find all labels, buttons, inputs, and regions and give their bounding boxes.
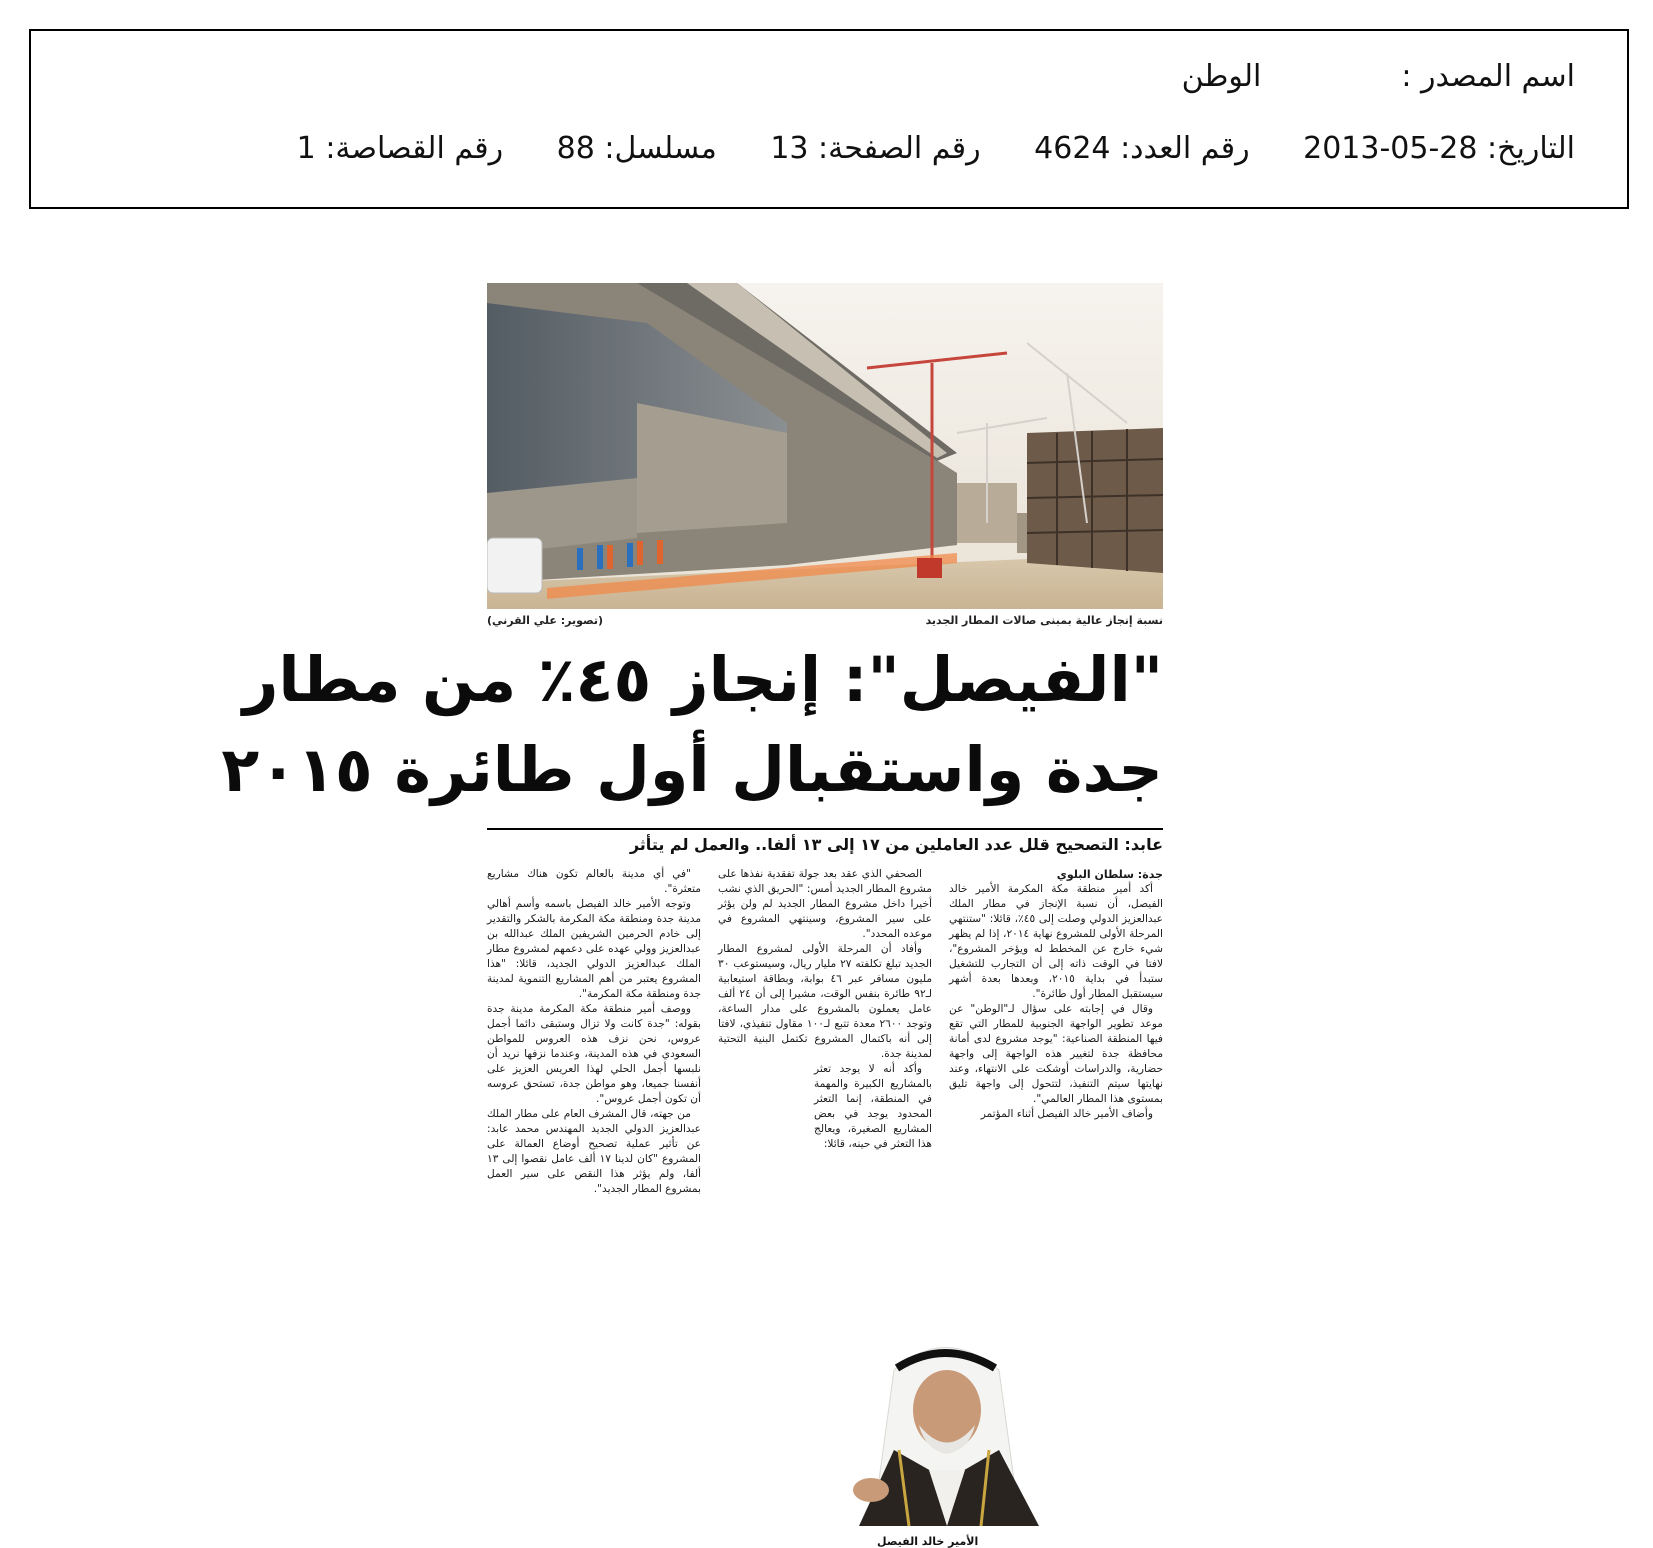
- photo-credit: (تصوير: علي القرني): [487, 614, 604, 627]
- paragraph: ووصف أمير منطقة مكة المكرمة مدينة جدة بقوله: "جدة كانت ولا تزال وستبقى دائما أجمل عروس، نحن نزف هذه العروس للمواطن السعودي في هذه المدينة، وعندما نزفها نريد أن نلبسها أجمل الحلي لهذا العريس العزيز على أنفسنا جميعا، وهو مواطن جدة، تستحق عروسه أن تكون أجمل عروس".: [487, 1003, 701, 1105]
- source-label: اسم المصدر :: [1401, 59, 1575, 94]
- airport-construction-photo: [487, 283, 1163, 609]
- date-label: التاريخ:: [1487, 131, 1575, 166]
- paragraph: "في أي مدينة بالعالم تكون هناك مشاريع متعثرة".: [487, 868, 701, 895]
- clip-label: رقم القصاصة:: [325, 131, 504, 166]
- page-value: 13: [770, 131, 809, 166]
- clipping-metadata-box: [29, 29, 1629, 209]
- details-row: [253, 131, 1575, 166]
- article-column-2: [718, 867, 932, 1152]
- newspaper-clipping: [221, 283, 1163, 1548]
- portrait-caption: الأمير خالد الفيصل: [877, 1535, 979, 1548]
- prince-portrait-photo: [839, 1330, 1051, 1526]
- serial-field: [557, 131, 717, 166]
- clip-value: 1: [296, 131, 316, 166]
- clip-field: [297, 131, 503, 166]
- paragraph: الصحفي الذي عقد بعد جولة تفقدية نفذها على مشروع المطار الجديد أمس: "الحريق الذي نشب أخيرا داخل مشروع المطار الجديد لم ولن يؤثر على سير المشروع، وسينتهي المشروع في موعده المحدد".: [718, 868, 932, 940]
- headline: [221, 635, 1163, 815]
- issue-field: [1034, 131, 1249, 166]
- paragraph: وأضاف الأمير خالد الفيصل أثناء المؤتمر: [980, 1108, 1153, 1120]
- article-column-3: [487, 867, 701, 1197]
- headline-divider: [487, 828, 1163, 830]
- source-row: [1138, 59, 1575, 94]
- serial-label: مسلسل:: [604, 131, 717, 166]
- subheadline: عابد: التصحيح قلل عدد العاملين من ١٧ إلى ١٣ ألفا.. والعمل لم يتأثر: [629, 835, 1163, 854]
- date-value: 2013-05-28: [1303, 131, 1478, 166]
- paragraph: وتوجه الأمير خالد الفيصل باسمه وأسم أهالي مدينة جدة ومنطقة مكة المكرمة بالشكر والتقدير إلى خادم الحرمين الشريفين الملك عبدالله بن عبدالعزيز وولي عهده على دعمهم لمشروع مطار الملك عبدالعزيز الدولي الجديد، قائلا: "هذا المشروع يعتبر من أهم المشاريع التنموية لمدينة جدة ومنطقة مكة المكرمة".: [487, 898, 701, 1000]
- page-field: [770, 131, 980, 166]
- paragraph: وأكد أنه لا يوجد تعثر بالمشاريع الكبيرة والمهمة في المنطقة، إنما التعثر المحدود يوجد في بعض المشاريع الصغيرة، ويعالج هذا التعثر في حينه، قائلا:: [814, 1063, 932, 1150]
- paragraph: من جهته، قال المشرف العام على مطار الملك عبدالعزيز الدولي الجديد المهندس محمد عابد: عن تأثير عملية تصحيح أوضاع العمالة على المشروع "كان لدينا ١٧ ألف عامل نقصوا إلى ١٣ ألفا، ولم يؤثر هذا النقص على سير العمل بمشروع المطار الجديد".: [487, 1108, 701, 1195]
- date-field: [1303, 131, 1575, 166]
- issue-value: 4624: [1034, 131, 1111, 166]
- issue-label: رقم العدد:: [1120, 131, 1250, 166]
- photo-caption: نسبة إنجاز عالية بمبنى صالات المطار الجديد: [925, 614, 1163, 627]
- page-label: رقم الصفحة:: [818, 131, 981, 166]
- paragraph: وقال في إجابته على سؤال لـ"الوطن" عن موعد تطوير الواجهة الجنوبية للمطار التي تقع فيها المنطقة الصناعية: "يوجد مشروع لدى أمانة محافظة جدة لتغيير هذه الواجهة إلى واجهة حضارية، والدراسات أوشكت على الانتهاء، وعند نهايتها سيتم التنفيذ، لتتحول إلى واجهة تليق بمستوى هذا المطار العالمي".: [949, 1003, 1163, 1105]
- source-value: الوطن: [1181, 59, 1262, 94]
- paragraph: وأفاد أن المرحلة الأولى لمشروع المطار الجديد تبلغ تكلفته ٢٧ مليار ريال، وسيستوعب ٣٠ مليون مسافر عبر ٤٦ بوابة، وبطاقة استيعابية لـ٩٢ طائرة بنفس الوقت، مشيرا إلى أن ٢٤ ألف عامل يعملون بالمشروع على مدار الساعة، وتوجد ٢٦٠٠ معدة تتبع لـ١٠٠ مقاول تنفيذي، لافتا إلى أنه باكتمال المشروع تكتمل البنية التحتية لمدينة جدة.: [718, 943, 932, 1060]
- paragraph: أكد أمير منطقة مكة المكرمة الأمير خالد الفيصل، أن نسبة الإنجاز في مطار الملك عبدالعزيز الدولي وصلت إلى ٤٥٪، قائلا: "ستنتهي المرحلة الأولى للمشروع نهاية ٢٠١٤، إذا لم يظهر شيء خارج عن المخطط له ويؤخر المشروع"، لافتا في الوقت ذاته إلى أن التجارب للتشغيل ستبدأ في بداية ٢٠١٥، وبعدها بعدة أشهر سيستقبل المطار أول طائرة".: [949, 883, 1163, 1000]
- byline: جدة: سلطان البلوي: [1056, 868, 1163, 881]
- headline-line-1: "الفيصل": إنجاز ٤٥٪ من مطار: [242, 643, 1163, 716]
- serial-value: 88: [556, 131, 595, 166]
- headline-line-2: جدة واستقبال أول طائرة ٢٠١٥: [221, 733, 1163, 806]
- article-column-1: [949, 867, 1163, 1122]
